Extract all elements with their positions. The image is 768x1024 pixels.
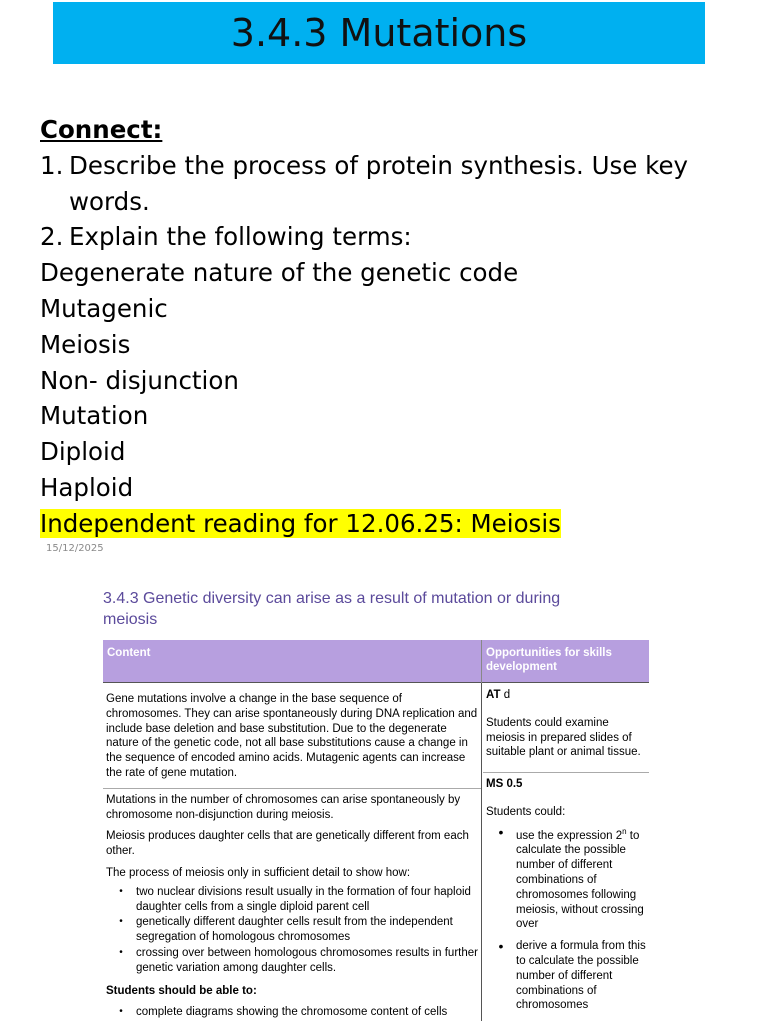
term-degenerate: Degenerate nature of the genetic code [40, 258, 519, 288]
spec-table [103, 640, 649, 1021]
bullet-icon: • [498, 823, 504, 840]
at-text: Students could examine meiosis in prepared slides of suitable plant or animal tissue. [486, 716, 641, 759]
bullet-text: complete diagrams showing the chromosome content of cells [136, 1006, 448, 1019]
term-meiosis: Meiosis [40, 329, 131, 359]
divider [103, 788, 481, 789]
ms-bullet [486, 939, 646, 1013]
bullet-icon: • [119, 1006, 123, 1018]
col-skills-header-line: development [486, 661, 557, 673]
bullet-text: genetically different daughter cells result from the independent segregation of homologous chromosomes [136, 916, 453, 944]
at-code-label: AT [486, 689, 501, 701]
item-line: words. [69, 186, 150, 216]
able-heading: Students should be able to: [106, 984, 257, 997]
bullet-icon: • [119, 916, 123, 928]
spec-table-header [103, 640, 649, 683]
connect-heading: Connect: [40, 115, 163, 144]
spec-title-line: meiosis [103, 611, 158, 628]
bullet-text [516, 825, 646, 932]
term-diploid: Diploid [40, 437, 126, 467]
at-code [486, 688, 646, 703]
bullet-icon: • [119, 885, 123, 897]
bullet-text: derive a formula from this to calculate the possible number of different combinations of chromosomes [516, 940, 646, 1012]
ms-intro: Students could: [486, 805, 566, 818]
bullet-text: two nuclear divisions result usually in the formation of four haploid daughter cells from a single diploid parent cell [136, 885, 471, 913]
content-p4: The process of meiosis only in sufficient detail to show how: [106, 866, 411, 879]
ms-code: MS 0.5 [486, 778, 523, 791]
col-skills-header [482, 640, 650, 683]
term-haploid: Haploid [40, 472, 134, 502]
able-bullet [106, 1005, 478, 1020]
connect-item-2 [40, 219, 730, 255]
slide-title-bar [53, 2, 705, 64]
bullet-icon: • [498, 938, 504, 955]
content-p1: Gene mutations involve a change in the base sequence of chromosomes. They can arise spontaneously during DNA replication and include base deletion and base substitution. Due to the degenerate nature of the genetic code, not all base substitutions cause a change in the sequence of encoded amino acids. Mutagenic agents can increase the rate of gene mutation. [106, 693, 478, 779]
spec-table-row [103, 683, 649, 1022]
term-mutagenic: Mutagenic [40, 293, 168, 323]
bullet-icon: • [119, 946, 123, 958]
content-bullet [106, 885, 478, 915]
item-number: 1. [40, 150, 64, 180]
ms-bullet1-pre: use the expression 2 [516, 829, 623, 842]
spec-title-line: 3.4.3 Genetic diversity can arise as a result of mutation or during [103, 590, 561, 607]
item-line: Explain the following terms: [69, 222, 412, 252]
content-cell [103, 683, 482, 1022]
ms-bullet1-sup: n [622, 826, 627, 836]
connect-item-1 [40, 148, 730, 220]
divider [483, 772, 649, 773]
skills-cell [482, 683, 650, 1022]
col-content-header: Content [103, 640, 482, 683]
term-non-disjunction: Non- disjunction [40, 365, 239, 395]
content-p3: Meiosis produces daughter cells that are genetically different from each other. [106, 830, 469, 858]
content-p2: Mutations in the number of chromosomes can arise spontaneously by chromosome non-disjunction during meiosis. [106, 793, 461, 821]
slide-date: 15/12/2025 [46, 543, 104, 554]
item-line: Describe the process of protein synthesis. Use key [69, 150, 689, 180]
term-mutation: Mutation [40, 401, 149, 431]
bullet-text: crossing over between homologous chromosomes results in further genetic variation among daughter cells. [136, 946, 478, 974]
slide-title: 3.4.3 Mutations [230, 11, 528, 55]
ms-bullet1-post: to calculate the possible number of different combinations of chromosomes following meiosis, without crossing over [516, 829, 644, 931]
connect-section [40, 112, 730, 542]
at-letter: d [503, 689, 511, 701]
content-bullet [106, 915, 478, 945]
col-skills-header-line: Opportunities for skills [486, 647, 612, 659]
ms-bullet [486, 825, 646, 932]
content-bullet [106, 946, 478, 976]
item-number: 2. [40, 222, 64, 252]
independent-reading: Independent reading for 12.06.25: Meiosis [40, 508, 561, 538]
specification-excerpt [103, 588, 649, 1021]
spec-title [103, 588, 649, 630]
